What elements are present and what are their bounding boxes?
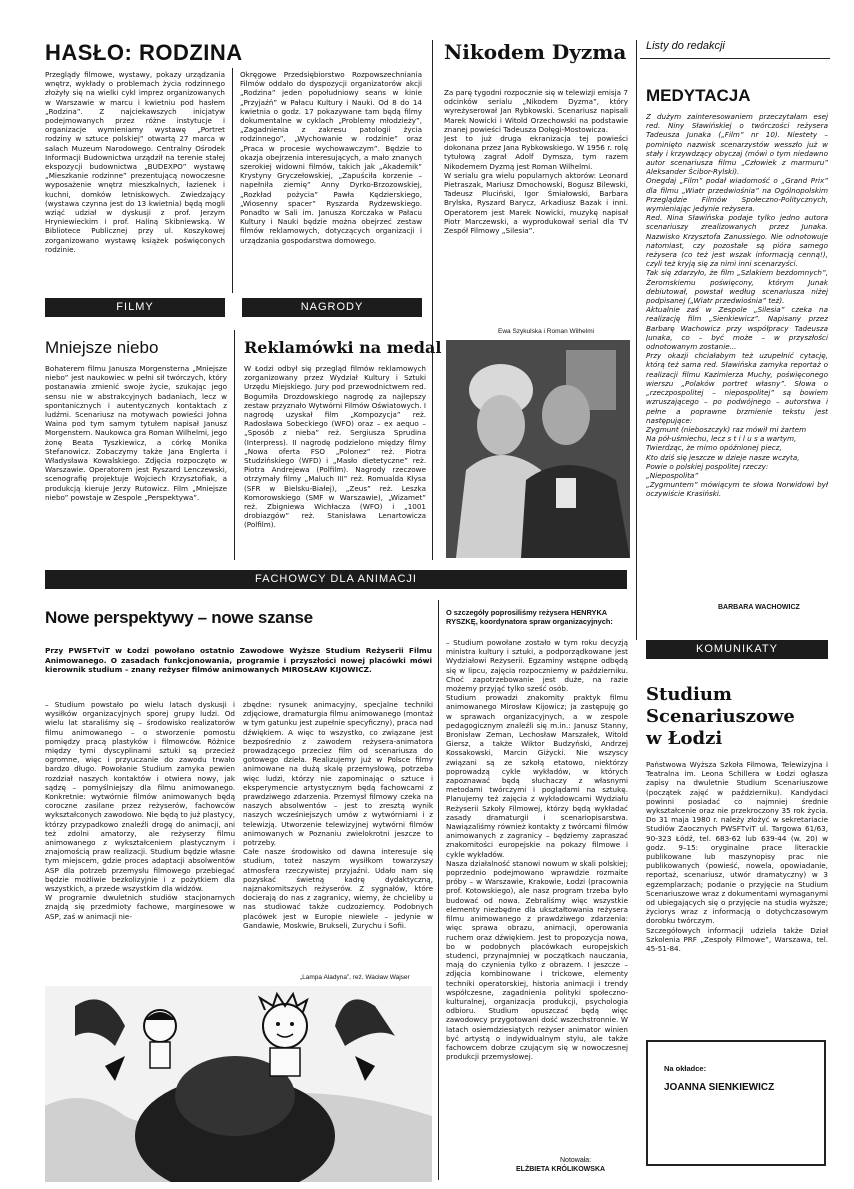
article-title-reklamowki: Reklamówki na medal bbox=[244, 338, 442, 357]
note-label: Notowała: bbox=[560, 1157, 592, 1164]
animacja-column-1: – Studium powstało po wielu latach dyskusji i wysiłków organizacyjnych sporej grupy ludzi. Od wielu lat staraliśmy się – środowisko realizatorów filmu animowanego – o stworzenie pomostu pomiędzy pracą plastyków i filmowców. Różnice między tymi dyscyplinami sztuki są przecież ogromne, więc i przyuczanie do zawodu trwało bardzo długo. Powołanie Studium zamyka pewien rozdział naszych kontaktów i otwiera nowy, jak sądzę – pomyślniejszy dla filmu animowanego. Konkretnie: wytwórnie filmów animowanych będą coroczne zasilane przez reżyserów, fachowców wykształconych zawodowo. Nie będą to już plastycy, którzy przypadkowo znaleźli drogę do animacji, ani też zdolni amatorzy, ale reżyserzy filmu animowanego z wykształceniem plastycznym i znajomością praw realizacji. Studium będzie własne tym miejscem, gdzie proces adaptacji absolwentów ASP dla potrzeb przemysłu filmowego przebiegać będzie możliwie bezkolizyjnie i z pożytkiem dla wszystkich, a przede wszystkim dla widzów. W programie dwuletnich studiów stacjonarnych znajdą się przedmioty fachowe, marginesowe w ASP, zaś w animacji nie- bbox=[45, 700, 235, 921]
article-title-haslo: HASŁO: RODZINA bbox=[45, 40, 243, 65]
section-bar-komunikaty: KOMUNIKATY bbox=[646, 640, 828, 659]
haslo-column-2: Okręgowe Przedsiębiorstwo Rozpowszechniania Filmów oddało do dyspozycji organizatorów akcji „Rodzina” jeden popołudniowy seans w kinie „Przyjaźń” w Pałacu Kultury i Nauki. Od 8 do 14 kwietnia o godz. 17 pokazywane tam będą filmy dokumentalne w cyklach „Problemy młodzieży”, „Zagadnienia z zakresu patologii życia rodzinnego”, „Wychowanie w rodzinie” oraz „Praca w procesie wychowawczym”. Będzie to okazja obejrzenia interesujących, a mało znanych szerokiej widowni filmów, takich jak „Akademik” Krystyny Gryczełowskiej, „Zapuściła korzenie – napełniła ziemię” Anny Dyrko-Brzozowskiej, „Rozkład pożycia” Pawła Kędzierskiego, „Wiosenny spacer” Ryszarda Rydzewskiego. Ponadto w Sali im. Janusza Korczaka w Pałacu Kultury i Nauki będzie można obejrzeć zestaw filmów reklamowych, dotyczących organizacji i urządzania gospodarstwa domowego. bbox=[240, 70, 422, 245]
note-author: ELŻBIETA KRÓLIKOWSKA bbox=[516, 1166, 606, 1173]
cartoon-illustration bbox=[45, 986, 432, 1182]
article-title-mniejsze-niebo: Mniejsze niebo bbox=[45, 338, 159, 357]
cartoon-caption: „Lampa Aladyna”, reż. Wacław Wajser bbox=[300, 974, 410, 981]
column-divider bbox=[438, 600, 439, 1180]
section-rule bbox=[640, 58, 830, 59]
film-still-photo bbox=[446, 340, 630, 558]
filmy-body: Bohaterem filmu Janusza Morgensterna „Mniejsze niebo” jest naukowiec w pełni sił twórczych, który postanawia zmienić swoje życie, szukając jego sensu nie w abstrakcyjnych badaniach, lecz w spontanicznych i autentycznych kontaktach z ludźmi. Scenariusz na motywach powieści Johna Waina pod tym samym tytułem napisał Janusz Morgenstern. Naukowca gra Roman Wilhelmi, jego żonę Beata Tyszkiewicz, a córkę Monika Stefanowicz. Zobaczymy także Jana Englerta i Władysława Kowalskiego. Zdjęcia rozpoczęto w Warszawie. Operatorem jest Ryszard Lenczewski, scenografię projektuje Wojciech Krzysztofiak, a produkcją kieruje Jerzy Rutowicz. Film „Mniejsze niebo” powstaje w Zespole „Perspektywa”. bbox=[45, 364, 227, 502]
section-bar-filmy: FILMY bbox=[45, 298, 225, 317]
article-title-medytacja: MEDYTACJA bbox=[646, 86, 751, 105]
medytacja-body: Z dużym zainteresowaniem przeczytałam esej red. Niny Sławińskiej o twórczości reżysera Tadeusza Junaka („Film” nr 10). Niestety – pominięto nazwisk scenarzystów wesszło już w stały i krzywdzący obyczaj (mówi o tym niedawno autor scenariusza filmu „Człowiek z marmuru” Aleksander Ścibor-Rylski). Onegdaj „Film” podał wiadomość o „Grand Prix” dla filmu „Wiatr przedwiośnia” na Ogólnopolskim Przeglądzie Filmów Społeczno-Politycznych, wymieniając jedynie reżysera. Red. Nina Sławińska podaje tylko jedno autora scenariuszy zrealizowanych przez Junaka. Nazwisko Krzysztofa Zanussiego. Nie odnotowuje natomiast, czy pozostałe są pióra samego reżysera (co też jest wszak informacją cenną!), czyli też kryją się za nimi inni scenarzyści. Tak się zdarzyło, że film „Szlakiem bezdomnych”, Żeromskiemu poświęcony, którym Junak debiutował, powstał według scenariusza niżej podpisanej („Wiatr przedwiośnia” też). Aktualnie zaś w Zespole „Silesia” czeka na realizację film „Sienkiewicz”. Napisany przez Barbarę Wachowicz przy współpracy Tadeusza Junaka, co – być może – w przyszłości odnotowanym zostanie... Przy okazji chciałabym też uzupełnić cytację, którą też sama red. Sławińska zamyka reportaż o realizacji filmu Kazimierza Muchy, poświęconego wierszu „Polaków portret własny”. Słowa o „rzeczpospolitej – niepospolitej” są bowiem wzruszającego – po podwójnego – autorstwa i pełne a poprawne brzmienie tekstu jest następujące: Zygmunt (nieboszczyk) raz mówił mi żartem Na pół-uśmiechu, lecz s t i l u s a wartym, Twierdząc, że mimo opóźnionej piecz, Kto dziś się jeszcze w dzieje nasze wczyta, Powie o polskiej pospolitej rzeczy: „Niepospolita” „Zygmuntem” mówiącym te słowa Norwidowi był oczywiście Krasiński. bbox=[646, 112, 828, 499]
dyzma-body: Za parę tygodni rozpocznie się w telewizji emisja 7 odcinków serialu „Nikodem Dyzma”, który wyreżyserował Jan Rybkowski. Scenariusz napisali Marek Nowicki i Witold Orzechowski na podstawie znanej powieści Tadeusza Dołęgi-Mostowicza. Jest to już druga ekranizacja tej powieści dokonana przez Jana Rybkowskiego. W 1956 r. rolę tytułową zagrał Adolf Dymsza, tym razem Nikodemem Dyzmą jest Roman Wilhelmi. W serialu gra wielu popularnych aktorów: Leonard Pietraszak, Mariusz Dmochowski, Bogusz Bilewski, Tadeusz Pluciński, Igor Śmiałowski, Barbara Brylska, Ryszard Barycz, Arkadiusz Bazak i inni. Operatorem jest Marek Nowicki, muzykę napisał Piotr Marczewski, a wyprodukował serial dla TV Zespół Filmowy „Silesia”. bbox=[444, 88, 628, 236]
cover-name: JOANNA SIENKIEWICZ bbox=[664, 1082, 775, 1093]
photo-caption: Ewa Szykulska i Roman Wilhelmi bbox=[498, 328, 595, 335]
komunikaty-body: Państwowa Wyższa Szkoła Filmowa, Telewizyjna i Teatralna im. Leona Schillera w Łodzi ogłasza zapisy na dwuletnie Studium Scenariuszowe (początek zajęć w październiku). Kandydaci powinni posiadać co najmniej średnie wykształcenie oraz nie przekroczony 35 rok życia. Do 31 maja 1980 r. należy złożyć w sekretariacie Studiów Zaocznych PWSFTviT ul. Targowa 61/63, 90-323 Łódź, tel. 683-62 lub 639-44 (w. 20) w godz. 9–15: oryginalne prace literackie publikowane lub maszynopisy prac nie publikowanych (powieść, nowela, opowiadanie, reportaż, scenariusz, utwór dramatyczny) w 3 egzemplarzach; podanie o przyjęcie na Studium Scenariuszowe wraz z dokumentami wymaganymi od ubiegających się o przyjęcie na studia wyższe; życiorys wraz z informacją o dotychczasowym dorobku twórczym. Szczegółowych informacji udziela także Dział Szkolenia PRF „Zespoły Filmowe”, Warszawa, tel. 45-51-84. bbox=[646, 760, 828, 954]
haslo-column-1: Przeglądy filmowe, wystawy, pokazy urządzania wnętrz, wykłady o problemach życia rodzinnego złożyły się na wielki cykl imprez organizowanych w Warszawie w marcu i kwietniu pod hasłem „Rodzina”. Z najciekawszych inicjatyw podejmowanych przez różne instytucje i organizacje wymieniamy wystawę „Portret rodziny w sztuce polskiej” otwartą 27 marca w salach Muzeum Narodowego. Centralny Ośrodek Informacji Budownictwa urządził na terenie stałej ekspozycji budownictwa „BUDEXPO” wystawę „Mieszkanie rodzinne” prezentującą nowoczesne wyposażenie wnętrz mieszkalnych, łazienek i kuchni, domków letniskowych. Zwiedzający (wystawa czynna jest do 13 kwietnia) będą mogli wziąć udział w dyskusji z prof. Jerzym Hryniewieckim i prof. Haliną Skibniewską. W Bibliotece Publicznej przy ul. Koszykowej zorganizowano wystawę książek poświęconych rodzinie. bbox=[45, 70, 225, 254]
ryszka-body: – Studium powołane zostało w tym roku decyzją ministra kultury i sztuki, a podporządkowane jest Wydziałowi Reżyserii. Egzaminy wstępne odbędą się w lipcu, zajęcia rozpoczniemy w październiku. Choć zapotrzebowanie jest duże, na razie możemy przyjąć tylko sześć osób. Studium prowadzi znakomity praktyk filmu animowanego Mirosław Kijowicz; ja zastępuję go w sprawach organizacyjnych, a w zespole pedagogicznym znaleźli się m.in.: Janusz Stanny, Bronisław Zeman, Lechosław Marszałek, Witold Giersz, a także Wiktor Budzyński, Andrzej Kossakowski, Marcin Giżycki. Nie wszyscy związani są ze szkołą etatowo, niektórzy poprowadzą cykle wykładów, w których zapoznawać będą słuchaczy z własnymi metodami twórczymi i poglądami na sztukę. Planujemy też zajęcia z wykładowcami Wydziału Reżyserii Szkoły Filmowej, którzy będą wykładać zasady dramaturgii i scenariopisarstwa. Nawiązaliśmy również kontakty z twórcami filmów animowanych z zagranicy – będziemy zapraszać znakomitości europejskie na pokazy filmowe i cykle wykładów. Nasza działalność stanowi nowum w skali polskiej; poprzednio podejmowano wprawdzie rozmaite próby – w Warszawie, Krakowie, Łodzi (pracownia prof. Kotowskiego), ale nasz program trzeba było budować od nowa. Zebraliśmy więc wszystkie elementy niezbędne dla ukształtowania reżysera filmu animowanego z prawdziwego zdarzenia: więc sprawa obrazu, animacji, operowania ruchem oraz dźwiękiem. Jest to propozycja nowa, bo w podobnych placówkach europejskich studenci, przynajmniej w początkach nauczania, mają do czynienia tylko z obrazem. I jeszcze – zdjęcia kombinowane i trickowe, elementy techniki operatorskiej, historia animacji i trendy współczesne, zagadnienia polityki społeczno-kulturalnej, organizacja produkcji, psychologia odbioru. Studium opuszczać będą więc zawodowcy przygotowani dość wszechstronnie. W latach osiemdziesiątych reżyser animator winien być artystą o indywidualnym stylu, ale także fachowcem dobrze czującym się w nowoczesnej produkcji przemysłowej. bbox=[446, 638, 628, 1062]
column-divider bbox=[232, 68, 233, 293]
article-title-dyzma: Nikodem Dyzma bbox=[444, 40, 627, 64]
animacja-lead: Przy PWSFTviT w Łodzi powołano ostatnio Zawodowe Wyższe Studium Reżyserii Filmu Animowanego. O zasadach funkcjonowania, programie i przyszłości nowej placówki mówi kierownik studium – znany reżyser filmów animowanych MIROSŁAW KIJOWICZ. bbox=[45, 646, 432, 675]
section-bar-animacja: FACHOWCY DLA ANIMACJI bbox=[45, 570, 627, 589]
ryszka-heading: O szczegóły poprosiliśmy reżysera HENRYKA RYSZKĘ, koordynatora spraw organizacyjnych: bbox=[446, 608, 613, 627]
letter-signature: BARBARA WACHOWICZ bbox=[718, 604, 800, 611]
column-divider bbox=[234, 330, 235, 560]
section-bar-nagrody: NAGRODY bbox=[242, 298, 422, 317]
animacja-column-2: zbędne: rysunek animacyjny, specjalne techniki zdjęciowe, dramaturgia filmu animowanego (montaż w tym gatunku jest zupełnie specyficzny), praca nad dźwiękiem. A więc to wszystko, co związane jest bezpośrednio z zawodem reżysera-animatora prowadzącego przeciez film od scenariusza do gotowego dzieła. Realizujemy już w Polsce filmy animowane na dużą skalę przemysłową, potrzeba więc ludzi, którzy nie zapominając o sztuce i eksperymencie artystycznym będą fachowcami z prawdziwego zdarzenia. Przemysł filmowy czeka na naszych absolwentów – jest to zresztą wynik naszych wcześniejszych umów z wytwórniami i z telewizją. Utworzenie telewizyjnej wytwórni filmów animowanych w Poznaniu zwielokrotni jeszcze to potrzeby. Całe nasze środowisko od dawna interesuje się studium, toteż naszym wysiłkom towarzyszy atmosfera rzeczywistej przyjaźni. Udało nam się pozyskać świetną kadrę dydaktyczną, najznakomitszych reżyserów. Z sygnałów, które docierają do nas z zagranicy, wiemy, że chcieliby u nas studiować także cudzoziemcy. Podobnych placówek jest w Europie niewiele – jedynie w Gandawie, Moskwie, Brukseli, Zurychu i Sofii. bbox=[243, 700, 433, 930]
cover-label: Na okładce: bbox=[664, 1064, 707, 1073]
column-divider bbox=[636, 40, 637, 640]
cover-info-box bbox=[646, 1040, 826, 1166]
section-label-listy: Listy do redakcji bbox=[646, 40, 725, 52]
article-title-nowe-perspektywy: Nowe perspektywy – nowe szanse bbox=[45, 608, 313, 627]
nagrody-body: W Łodzi odbył się przegląd filmów reklamowych zorganizowany przez Wydział Kultury i Sztuki Urzędu Miejskiego. Jury pod przewodnictwem red. Bogumiła Drozdowskiego nagrodę za najlepszy zestaw przyznało Wytwórni Filmów Oświatowych. I nagrodę uzyskał film „Kompozycja” reż. Radosława Sobeckiego (WFO) oraz – ex aequo – „Sposób z nieba” reż. Sergiusza Sprudina (Interpress). II nagrodę podzielono między filmy „Nowa oferta FSO „Polonez” reż. Piotra Studzińskiego (WFD) i „Masło dietetyczne” reż. Piotra Andrejewa (Polfilm). Nagrody rzeczowe otrzymały filmy „Maluch III” reż. Romualda Kłysa (SFR w Bielsku-Białej), „Zeus” reż. Leszka Komorowskiego (SMF w Warszawie), „Wizamet” reż. Zbigniewa Wichłacza (WFO) i „1001 drobiazgów” reż. Stanisława Lenartowicza (Polfilm). bbox=[244, 364, 426, 530]
article-title-studium: Studium Scenariuszowe w Łodzi bbox=[646, 684, 795, 749]
column-divider bbox=[432, 40, 433, 560]
